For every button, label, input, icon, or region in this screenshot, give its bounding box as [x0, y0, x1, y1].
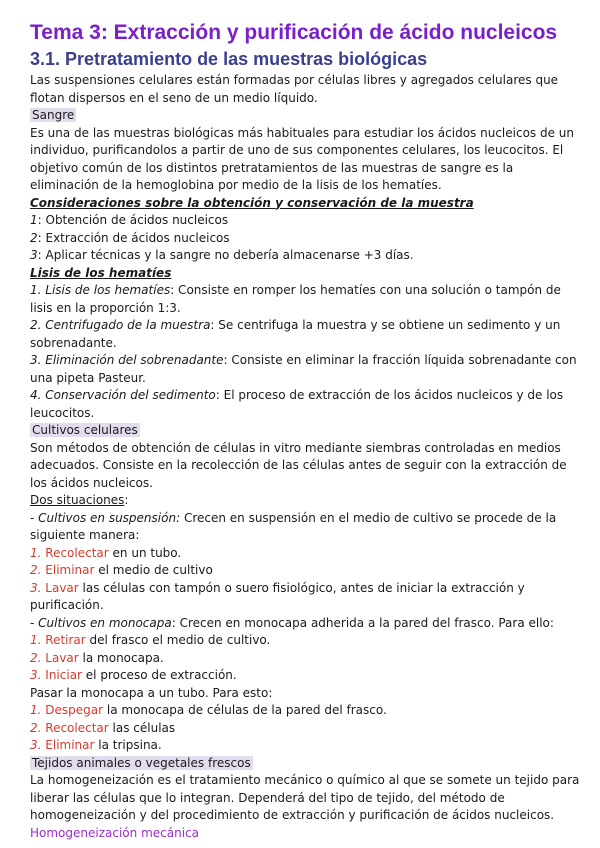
lisis-heading: Lisis de los hematíes — [30, 265, 172, 280]
transfer-step: 1. Despegar la monocapa de células de la pared del frasco. — [30, 703, 387, 717]
homogeneizacion-heading: Homogeneización mecánica — [30, 825, 199, 840]
lisis-step: 1. Lisis de los hematíes: Consiste en romper los hematíes con una solución o tampón de lisis en la proporción 1:3. — [30, 283, 561, 315]
suspension-step: 3. Lavar las células con tampón o suero fisiológico, antes de iniciar la extracción y purificación. — [30, 580, 525, 612]
consideration-item: 1: Obtención de ácidos nucleicos — [30, 213, 229, 227]
section-title: 3.1. Pretratamiento de las muestras biológicas — [30, 49, 428, 69]
tejidos-heading: Tejidos animales o vegetales frescos — [32, 755, 251, 770]
transfer-step: 3. Eliminar la tripsina. — [30, 738, 162, 752]
monocapa-paragraph: - Cultivos en monocapa: Crecen en monocapa adherida a la pared del frasco. Para ello: — [30, 615, 554, 630]
intro-paragraph: Las suspensiones celulares están formadas por células libres y agregados celulares que flotan dispersos en el seno de un medio líquido. — [30, 73, 559, 105]
lisis-step: 3. Eliminación del sobrenadante: Consiste en eliminar la fracción líquida sobrenadante con una pipeta Pasteur. — [30, 353, 577, 385]
lisis-step: 4. Conservación del sedimento: El proceso de extracción de los ácidos nucleicos y de los leucocitos. — [30, 388, 564, 420]
transfer-step: 2. Recolectar las células — [30, 720, 176, 735]
consideration-item: 3: Aplicar técnicas y la sangre no debería almacenarse +3 días. — [30, 248, 414, 262]
considerations-heading: Consideraciones sobre la obtención y conservación de la muestra — [30, 195, 474, 210]
suspension-paragraph: - Cultivos en suspensión: Crecen en suspensión en el medio de cultivo se procede de la siguiente manera: — [30, 510, 557, 542]
monocapa-step: 2. Lavar la monocapa. — [30, 650, 164, 665]
consideration-item: 2: Extracción de ácidos nucleicos — [30, 230, 230, 245]
cultivos-paragraph: Son métodos de obtención de células in vitro mediante siembras controladas en medios adecuados. Consiste en la recolección de las células antes de seguir con la extracción de los ácidos nucleicos. — [30, 440, 567, 490]
lisis-step: 2. Centrifugado de la muestra: Se centrifuga la muestra y se obtiene un sedimento y un sobrenadante. — [30, 318, 561, 350]
monocapa-step: 3. Iniciar el proceso de extracción. — [30, 668, 237, 682]
sangre-heading: Sangre — [32, 108, 75, 122]
page-title: Tema 3: Extracción y purificación de ácido nucleicos — [30, 21, 558, 44]
situations-heading: Dos situaciones: — [30, 493, 129, 507]
transfer-paragraph: Pasar la monocapa a un tubo. Para esto: — [30, 685, 273, 700]
suspension-step: 1. Recolectar en un tubo. — [30, 545, 182, 560]
suspension-step: 2. Eliminar el medio de cultivo — [30, 563, 213, 577]
sangre-paragraph: Es una de las muestras biológicas más habituales para estudiar los ácidos nucleicos de un individuo, purificandolos a partir de uno de sus componentes celulares, los leucocitos. El objetivo común de los distintos pretratamientos de las muestras de sangre es la eliminación de la hemoglobina por medio de la lisis de los hematíes. — [30, 125, 575, 192]
monocapa-step: 1. Retirar del frasco el medio de cultivo. — [30, 633, 271, 647]
tejidos-paragraph: La homogeneización es el tratamiento mecánico o químico al que se somete un tejido para liberar las células que lo integran. Dependerá del tipo de tejido, del método de homogeneización y del procedimiento de extracción y purificación de ácidos nucleicos. — [30, 773, 580, 822]
cultivos-heading: Cultivos celulares — [32, 423, 138, 437]
